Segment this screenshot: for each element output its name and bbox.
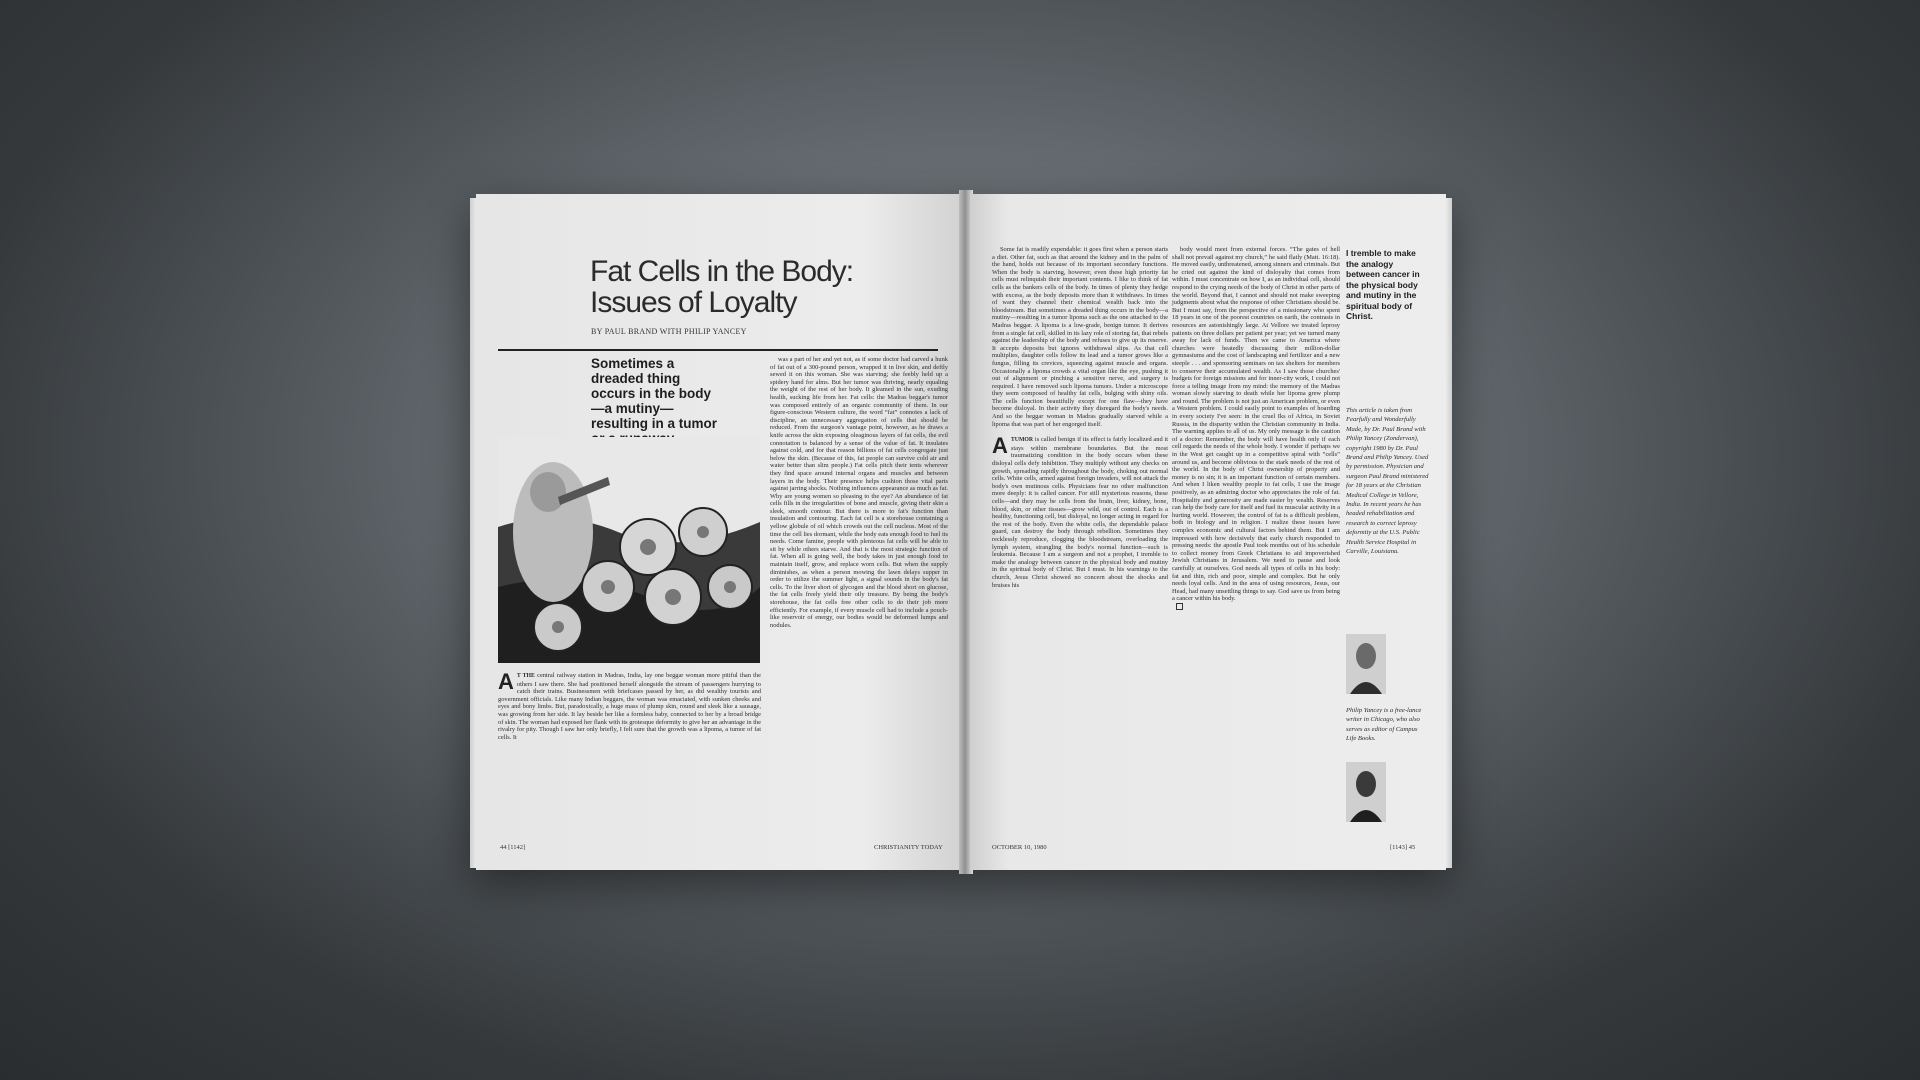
sidebar-bio: Philip Yancey is a free-lance writer in Chicago, who also serves as editor of Campus Life Books. bbox=[1346, 707, 1422, 743]
left-column-2-text: was a part of her and yet not, as if some doctor had carved a hunk of fat out of a 300-pound person, wrapped it in live skin, and deftly sewed it on this woman. She was starving; she feebly held up a spidery hand for alms. But her tumor was thriving, nearly equaling the weight of the rest of her body. It gleamed in the sun, exuding health, sucking life from her. Fat cells: the Madras beggar's tumor was composed entirely of an organic community of them. In our figure-conscious Western culture, the word “fat” connotes a lack of discipline, an unnecessary aggregation of cells that should be reduced. From the surgeon's vantage point, however, as he draws a knife across the skin exposing oleaginous layers of fat cells, the evil connotation is balanced by a sense of the value of fat. It insulates against cold, and for that reason billions of fat cells congregate just below the skin. (Because of this, fat people can survive cold air and water better than slim people.) Fat cells pitch their tents wherever they find space around internal organs and muscles and between layers in the body. Their presence helps cushion those vital parts against jarring shocks. Nothing influences appearance as much as fat. Why are young women so pleasing to the eye? An abundance of fat cells fills in the irregularities of bone and muscle, giving their skin a sleek, smooth contour. But there is more to fat's function than insulation and contouring. Each fat cell is a storehouse containing a yellow globule of oil which crowds out the cell nucleus. Most of the time the cell lies dormant, while the body eats enough food to fuel its needs. Come famine, people with plenteous fat cells will be able to sit by while others starve. And that is the most strategic function of fat. When all is going well, the body takes in just enough food to maintain itself, grow, and replace worn cells. But when the supply diminishes, as when a person mowing the lawn delays supper in order to utilize the summer light, a signal sounds in the body's fat cells. To the liver short of glycogen and the blood short on glucose, the fat cells freely yield their oily treasure. By being the body's storehouse, the fat cells free other cells to do their job more efficiently. For example, if every muscle cell had to include a pouch-like reservoir of energy, our bodies would be deformed lumps and nodules. bbox=[770, 356, 948, 629]
right-column-2-text: body would meet from external forces. “The gates of hell shall not prevail against my church,” he said flatly (Matt. 16:18). He moved easily, unthreatened, among sinners and criminals. But he cried out against the kind of disloyalty that comes from within. I must concentrate on how I, as an individual cell, should respond to the crying needs of the body of Christ in other parts of the world. Beyond that, I cannot and should not make sweeping judgments about what the response of other Christians should be. But I must say, from the perspective of a missionary who spent 18 years in one of the poorest countries on earth, the contrasts in resources are astonishingly large. At Vellore we treated leprosy patients on three dollars per patient per year; yet we turned many away for lack of funds. Then we came to America where churches were heatedly discussing their million-dollar gymnasiums and the cost of landscaping and fertilizer and a new steeple . . . and sponsoring seminars on tax shelters for members to conserve their accumulated wealth. As I saw those churches' budgets for foreign missions and for inner-city work, I could not force a telling image from my mind: the memory of the Madras woman slowly starving to death while her lipoma grew plump and round. The problem is not just an American problem, or even a Western problem. I could easily point to examples of hoarding in every society I've seen: in the cruel Iks of Africa, in Soviet Russia, in the disparity within the Christian community in India. The warning applies to all of us. My only message is the caution of a doctor: Remember, the body will have health only if each cell regards the needs of the whole body. I wonder if perhaps we in the West get caught up in a competitive spiral with “cells” around us, and become oblivious to the stark needs of the rest of the world. In the body of Christ ownership of property and money is no sin; it is an important function of certain members. And when I liken wealthy people to fat cells, I use the image positively, as an admiring doctor who appreciates the role of fat. Hospitality and generosity are made easier by wealth. Reserves can help the body care for itself and fuel its muscular activity in a hurting world. However, the control of fat is a difficult problem, both in biology and in religion. I realize these issues have complex economic and cultural factors behind them. But I am impressed with how decisively that early church responded to pressing needs: the apostle Paul took months out of his schedule to collect money from Greek Christians to aid impoverished Jewish Christians in Jerusalem. We need to pause and look carefully at ourselves. God needs all types of cells in his body: fat and thin, rich and poor, simple and complex. But he only needs loyal cells. And in the area of using resources, Jesus, our Head, had many unsettling things to say. God save us from being a cancer within his body. bbox=[1172, 246, 1340, 603]
illustration-art bbox=[498, 437, 760, 663]
right-page bbox=[970, 194, 1446, 870]
left-column-1-text: central railway station in Madras, India, lay one beggar woman more pitiful than the others I saw there. She had positioned herself alongside the stream of passengers hurrying to catch their trains. Businessmen with briefcases passed by her, as did wealthy tourists and government officials. Like many Indian beggars, the woman was emaciated, with sunken cheeks and eyes and bony limbs. But, paradoxically, a huge mass of plump skin, round and sleek like a sausage, was growing from her side. It lay beside her like a formless baby, connected to her by a broad bridge of skin. The woman had exposed her flank with its grotesque deformity to give her an advantage in the rivalry for pity. Though I saw her only briefly, I felt sure that the growth was a lipoma, a tumor of fat cells. It bbox=[498, 672, 761, 741]
dropcap-tumor: A bbox=[992, 433, 1008, 459]
left-page bbox=[476, 194, 961, 870]
article-title: Fat Cells in the Body: Issues of Loyalty bbox=[590, 255, 854, 319]
right-page-number: [1143] 45 bbox=[1390, 844, 1416, 851]
left-magazine-name: CHRISTIANITY TODAY bbox=[874, 844, 943, 851]
author-photo-yancey bbox=[1346, 762, 1386, 822]
fat-cells-illustration bbox=[498, 437, 760, 663]
left-column-2 bbox=[770, 356, 948, 629]
author-photo-brand bbox=[1346, 634, 1386, 694]
title-rule bbox=[498, 349, 938, 351]
magazine-spread bbox=[476, 194, 1446, 870]
sidebar-quote: I tremble to make the analogy between cancer in the physical body and mutiny in the spiritual body of Christ. bbox=[1346, 248, 1420, 321]
dropcap-tail: T THE bbox=[516, 673, 535, 679]
end-mark-icon bbox=[1176, 603, 1183, 610]
right-column-2 bbox=[1172, 246, 1340, 611]
sidebar-note: This article is taken from Fearfully and Wonderfully Made, by Dr. Paul Brand with Philip Yancey (Zondervan), copyright 1980 by Dr. Paul Brand and Philip Yancey. Used by permission. Physician and surgeon Paul Brand ministered for 18 years at the Christian Medical College in Vellore, India. In recent years he has headed rehabilitation and research to correct leprosy deformity at the U.S. Public Health Service Hospital in Carville, Louisiana. bbox=[1346, 407, 1429, 556]
right-date: OCTOBER 10, 1980 bbox=[992, 844, 1047, 851]
pull-quote: Sometimes a dreaded thing occurs in the body—a mutiny—resulting in a tumor bbox=[591, 356, 718, 431]
left-column-1 bbox=[498, 669, 761, 741]
right-column-1b bbox=[992, 433, 1168, 589]
dropcap-a: A bbox=[498, 669, 514, 694]
left-page-number: 44 [1142] bbox=[500, 844, 526, 851]
dropcap-tumor-tail: TUMOR bbox=[1010, 437, 1034, 444]
right-column-1 bbox=[992, 246, 1168, 589]
article-byline: BY PAUL BRAND WITH PHILIP YANCEY bbox=[591, 327, 747, 336]
right-column-1-text: Some fat is readily expendable: it goes first when a person starts a diet. Other fat, such as that around the kidney and in the palm of the hand, holds out because of its important secondary functions. When the body is starving, however, even these high priority fat cells must relinquish their important contents. I like to think of fat cells as the bankers cells of the body. In times of plenty they hedge with excess, as the body deposits more than it withdraws. In times of want they channel their chemical wealth back into the bloodstream. But sometimes a dreaded thing occurs in the body—a mutiny—resulting in a tumor lipoma such as the one attached to the Madras beggar. A lipoma is a low-grade, benign tumor. It derives from a single fat cell, skilled in its lazy role of storing fat, that rebels against the leadership of the body and refuses to give up its reserve. It accepts deposits but ignores withdrawal slips. As that cell multiplies, daughter cells follow its lead and a tumor grows like a fungus, filling its crevices, squeezing against muscle and organs. Occasionally a lipoma crowds a vital organ like the eye, pushing it out of alignment or pinching a sensitive nerve, and surgery is required. I have removed such lipoma tumors. Under a microscope they seem composed of healthy fat cells, bulging with shiny oils. The cells function beautifully except for one flaw—they have become disloyal. In their activity they disregard the body's needs. And so the beggar woman in Madras gradually starved while a lipoma that was part of her engorged itself. bbox=[992, 246, 1168, 428]
right-column-1b-text: is called benign if its effect is fairly localized and it stays within membrane boundaries. But the most traumatizing condition in the body occurs when these disloyal cells defy inhibition. They multiply without any checks on growth, spreading rapidly throughout the body, choking out normal cells. White cells, armed against foreign invaders, will not attack the body's own mutinous cells. Physicians fear no other malfunction more deeply: it is called cancer. For still mysterious reasons, these cells—and they may be cells from the brain, liver, kidney, bone, blood, skin, or other tissues—grow wild, out of control. Each is a healthy, functioning cell, but disloyal, no longer acting in regard for the rest of the body. Even the white cells, the dependable palace guard, can destroy the body through rebellion. Sometimes they recklessly reproduce, clogging the bloodstream, overloading the lymph system, strangling the body's normal function—such is leukemia. Because I am a surgeon and not a prophet, I tremble to make the analogy between cancer in the physical body and mutiny in the spiritual body of Christ. But I must. In his warnings to the church, Jesus Christ showed no concern about the shocks and bruises his bbox=[992, 436, 1168, 589]
